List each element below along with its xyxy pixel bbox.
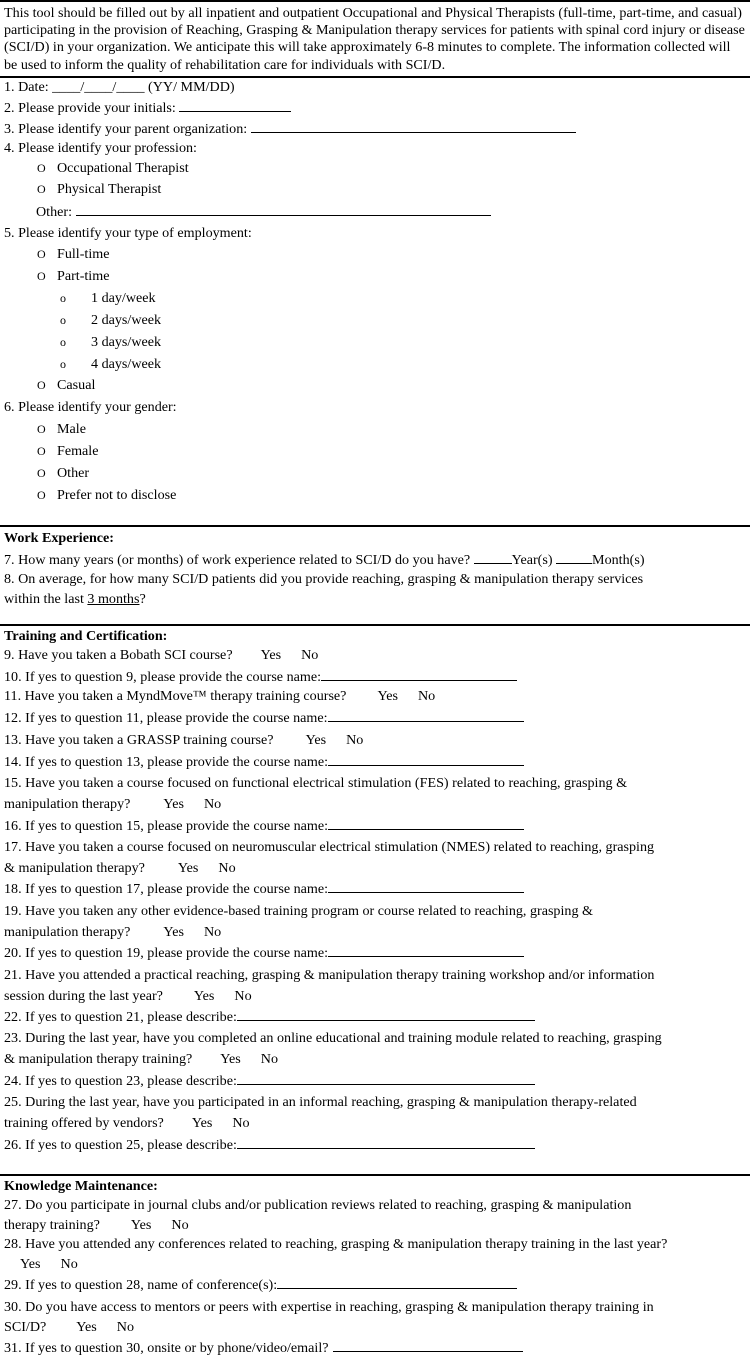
yes-option[interactable]: Yes (177, 859, 199, 876)
no-option[interactable]: No (60, 1255, 78, 1272)
option-full-time[interactable] (4, 244, 746, 265)
q25-label: training offered by vendors? (4, 1115, 164, 1132)
q3-organization (4, 118, 746, 139)
no-option[interactable]: No (232, 1115, 250, 1132)
q8-text: within the last (4, 590, 84, 607)
q31-label: 31. If yes to question 30, onsite or by phone/video/email? (4, 1340, 329, 1357)
q24 (4, 1070, 746, 1091)
q11 (4, 687, 746, 706)
training-heading: Training and Certification: (4, 628, 168, 645)
q11-label: 11. Have you taken a MyndMove™ therapy training course? (4, 688, 347, 705)
q5-employment: 5. Please identify your type of employment: (4, 225, 252, 242)
contact-method-field[interactable] (333, 1337, 523, 1352)
option-label: Full-time (57, 246, 110, 263)
q26 (4, 1134, 746, 1155)
radio-small-circle-icon[interactable]: o (60, 291, 66, 306)
q21-label: session during the last year? (4, 987, 163, 1004)
q25-cont (4, 1114, 746, 1133)
q9-label: 9. Have you taken a Bobath SCI course? (4, 647, 233, 664)
q21: 21. Have you attended a practical reaching, grasping & manipulation therapy training workshop and/or information (4, 966, 655, 983)
describe-field[interactable] (237, 1070, 535, 1085)
conference-name-field[interactable] (277, 1274, 517, 1289)
q28: 28. Have you attended any conferences related to reaching, grasping & manipulation therapy training in the last year? (4, 1236, 668, 1253)
q19-cont (4, 923, 746, 942)
q9 (4, 646, 746, 665)
q17: 17. Have you taken a course focused on neuromuscular electrical stimulation (NMES) related to reaching, grasping (4, 838, 655, 855)
option-label: Male (57, 421, 86, 438)
work-experience-section (0, 527, 750, 609)
q16-label: 16. If yes to question 15, please provide the course name: (4, 817, 329, 834)
q26-label: 26. If yes to question 25, please describe: (4, 1136, 237, 1153)
option-label: Occupational Therapist (57, 159, 189, 176)
yes-option[interactable]: Yes (260, 647, 282, 664)
course-name-field[interactable] (328, 751, 524, 766)
q7-label: 7. How many years (or months) of work experience related to SCI/D do you have? (4, 551, 471, 568)
course-name-field[interactable] (328, 815, 524, 830)
q23-cont (4, 1050, 746, 1069)
other-profession-field[interactable] (76, 201, 491, 216)
q10-label: 10. If yes to question 9, please provide the course name: (4, 668, 322, 685)
no-option[interactable]: No (417, 688, 436, 705)
q27-label: therapy training? (4, 1216, 100, 1233)
initials-field[interactable] (179, 97, 291, 112)
q21-cont (4, 987, 746, 1006)
option-male[interactable] (4, 418, 746, 440)
course-name-field[interactable] (321, 666, 517, 681)
q15-cont (4, 795, 746, 814)
q27: 27. Do you participate in journal clubs and/or publication reviews related to reaching, grasping & manipulation (4, 1197, 632, 1214)
describe-field[interactable] (237, 1134, 535, 1149)
months-label: Month(s) (592, 551, 645, 568)
option-2-days[interactable] (4, 309, 746, 331)
radio-small-circle-icon[interactable]: o (60, 313, 66, 328)
q10 (4, 666, 746, 687)
q16 (4, 815, 746, 836)
q28-cont (4, 1255, 746, 1274)
q17-cont (4, 859, 746, 878)
q30-cont (4, 1318, 746, 1337)
option-label: Prefer not to disclose (57, 487, 177, 504)
q15-label: manipulation therapy? (4, 796, 131, 813)
q17-label: & manipulation therapy? (4, 859, 145, 876)
years-label: Year(s) (511, 551, 553, 568)
q8-patients: 8. On average, for how many SCI/D patients did you provide reaching, grasping & manipulation therapy services (4, 571, 644, 588)
q2-label: 2. Please provide your initials: (4, 99, 176, 116)
no-option[interactable]: No (116, 1319, 135, 1335)
option-label: Female (57, 443, 99, 460)
course-name-field[interactable] (328, 942, 524, 957)
radio-small-circle-icon[interactable]: o (60, 335, 66, 350)
years-field[interactable] (474, 549, 512, 564)
q4-other (4, 201, 746, 223)
no-option[interactable]: No (260, 1051, 279, 1068)
yes-option[interactable]: Yes (20, 1255, 41, 1272)
no-option[interactable]: No (203, 796, 222, 813)
radio-circle-icon[interactable]: O (37, 247, 46, 262)
yes-option[interactable]: Yes (377, 688, 398, 705)
q14 (4, 751, 746, 772)
option-1-day[interactable] (4, 287, 746, 309)
q20-label: 20. If yes to question 19, please provide the course name: (4, 945, 329, 962)
no-option[interactable]: No (171, 1216, 189, 1233)
option-casual[interactable] (4, 375, 746, 396)
q4-profession: 4. Please identify your profession: (4, 139, 197, 156)
q14-label: 14. If yes to question 13, please provide the course name: (4, 753, 329, 770)
option-label: Physical Therapist (57, 181, 162, 198)
yes-option[interactable]: Yes (130, 1216, 152, 1233)
q22-label: 22. If yes to question 21, please describe: (4, 1008, 237, 1025)
knowledge-heading: Knowledge Maintenance: (4, 1177, 158, 1194)
radio-small-circle-icon[interactable]: o (60, 357, 66, 372)
q25: 25. During the last year, have you participated in an informal reaching, grasping & manipulation therapy-related (4, 1094, 637, 1111)
knowledge-section (0, 1176, 750, 1359)
q30: 30. Do you have access to mentors or peers with expertise in reaching, grasping & manipulation therapy training in (4, 1299, 654, 1315)
radio-circle-icon[interactable]: O (37, 444, 46, 459)
no-option[interactable]: No (346, 731, 364, 748)
q8-patients-cont (4, 590, 746, 610)
option-occupational-therapist[interactable] (4, 158, 746, 179)
yes-option[interactable]: Yes (193, 987, 215, 1004)
radio-circle-icon[interactable]: O (37, 488, 46, 503)
yes-option[interactable]: Yes (220, 1051, 241, 1068)
q3-label: 3. Please identify your parent organization: (4, 120, 248, 137)
q8-period: 3 months (87, 590, 140, 607)
radio-circle-icon[interactable]: O (37, 466, 46, 481)
q15: 15. Have you taken a course focused on functional electrical stimulation (FES) related to reaching, grasping & (4, 775, 628, 792)
describe-field[interactable] (237, 1006, 535, 1021)
q20 (4, 942, 746, 963)
no-option[interactable]: No (234, 987, 252, 1004)
q13-label: 13. Have you taken a GRASSP training course? (4, 731, 274, 748)
q31 (4, 1337, 746, 1358)
q27-cont (4, 1216, 746, 1235)
q23: 23. During the last year, have you completed an online educational and training module related to reaching, grasping (4, 1030, 662, 1047)
yes-option[interactable]: Yes (76, 1319, 97, 1335)
q19-label: manipulation therapy? (4, 923, 131, 940)
option-label: Other (57, 465, 90, 482)
q12-label: 12. If yes to question 11, please provide the course name: (4, 709, 328, 726)
option-label: 3 days/week (91, 334, 162, 351)
radio-circle-icon[interactable]: O (37, 378, 46, 393)
option-other[interactable] (4, 462, 746, 484)
q23-label: & manipulation therapy training? (4, 1051, 193, 1068)
q2-initials (4, 97, 746, 118)
q18 (4, 878, 746, 899)
yes-option[interactable]: Yes (163, 796, 184, 813)
q19: 19. Have you taken any other evidence-based training program or course related to reaching, grasping & (4, 902, 593, 919)
radio-circle-icon[interactable]: O (37, 160, 46, 175)
intro-paragraph: This tool should be filled out by all inpatient and outpatient Occupational and Physical Therapists (full-time, part-time, and casual) participating in the provision of Reaching, Grasping & Manipulation therapy services for patients with spinal cord injury or disease (SCI/D) in your organization. We anticipate this will take approximately 6-8 minutes to complete. The information collected will be used to inform the quality of rehabilitation care for individuals with SCI/D. (4, 5, 745, 73)
q6-gender: 6. Please identify your gender: (4, 398, 177, 415)
q29-label: 29. If yes to question 28, name of conference(s): (4, 1277, 278, 1293)
other-label: Other: (36, 203, 73, 220)
no-option[interactable]: No (218, 859, 236, 876)
radio-circle-icon[interactable]: O (37, 268, 46, 283)
radio-circle-icon[interactable]: O (37, 422, 46, 437)
months-field[interactable] (556, 549, 592, 564)
option-label: 2 days/week (91, 312, 162, 329)
option-physical-therapist[interactable] (4, 179, 746, 200)
q29 (4, 1274, 746, 1296)
q13 (4, 729, 746, 751)
q18-label: 18. If yes to question 17, please provide the course name: (4, 881, 329, 898)
no-option[interactable]: No (203, 923, 222, 940)
course-name-field[interactable] (328, 878, 524, 893)
q24-label: 24. If yes to question 23, please describe: (4, 1072, 237, 1089)
option-label: 1 day/week (91, 290, 156, 307)
option-prefer-not[interactable] (4, 484, 746, 506)
option-female[interactable] (4, 440, 746, 462)
q1-date: 1. Date: ____/____/____ (YY/ MM/DD) (4, 78, 235, 95)
option-part-time[interactable] (4, 266, 746, 287)
yes-option[interactable]: Yes (163, 923, 184, 940)
option-label: 4 days/week (91, 356, 162, 373)
option-3-days[interactable] (4, 331, 746, 353)
q8-qmark: ? (139, 590, 146, 607)
option-label: Casual (57, 377, 96, 394)
course-name-field[interactable] (328, 707, 524, 722)
no-option[interactable]: No (301, 647, 319, 664)
yes-option[interactable]: Yes (191, 1115, 213, 1132)
demographics-section (0, 78, 750, 506)
organization-field[interactable] (251, 118, 576, 133)
yes-option[interactable]: Yes (305, 731, 327, 748)
option-4-days[interactable] (4, 353, 746, 375)
q22 (4, 1006, 746, 1027)
q12 (4, 707, 746, 729)
training-section (0, 626, 750, 1155)
work-experience-heading: Work Experience: (4, 530, 114, 547)
q30-label: SCI/D? (4, 1319, 47, 1335)
q7-experience (4, 549, 746, 571)
radio-circle-icon[interactable]: O (37, 182, 46, 197)
option-label: Part-time (57, 267, 110, 284)
